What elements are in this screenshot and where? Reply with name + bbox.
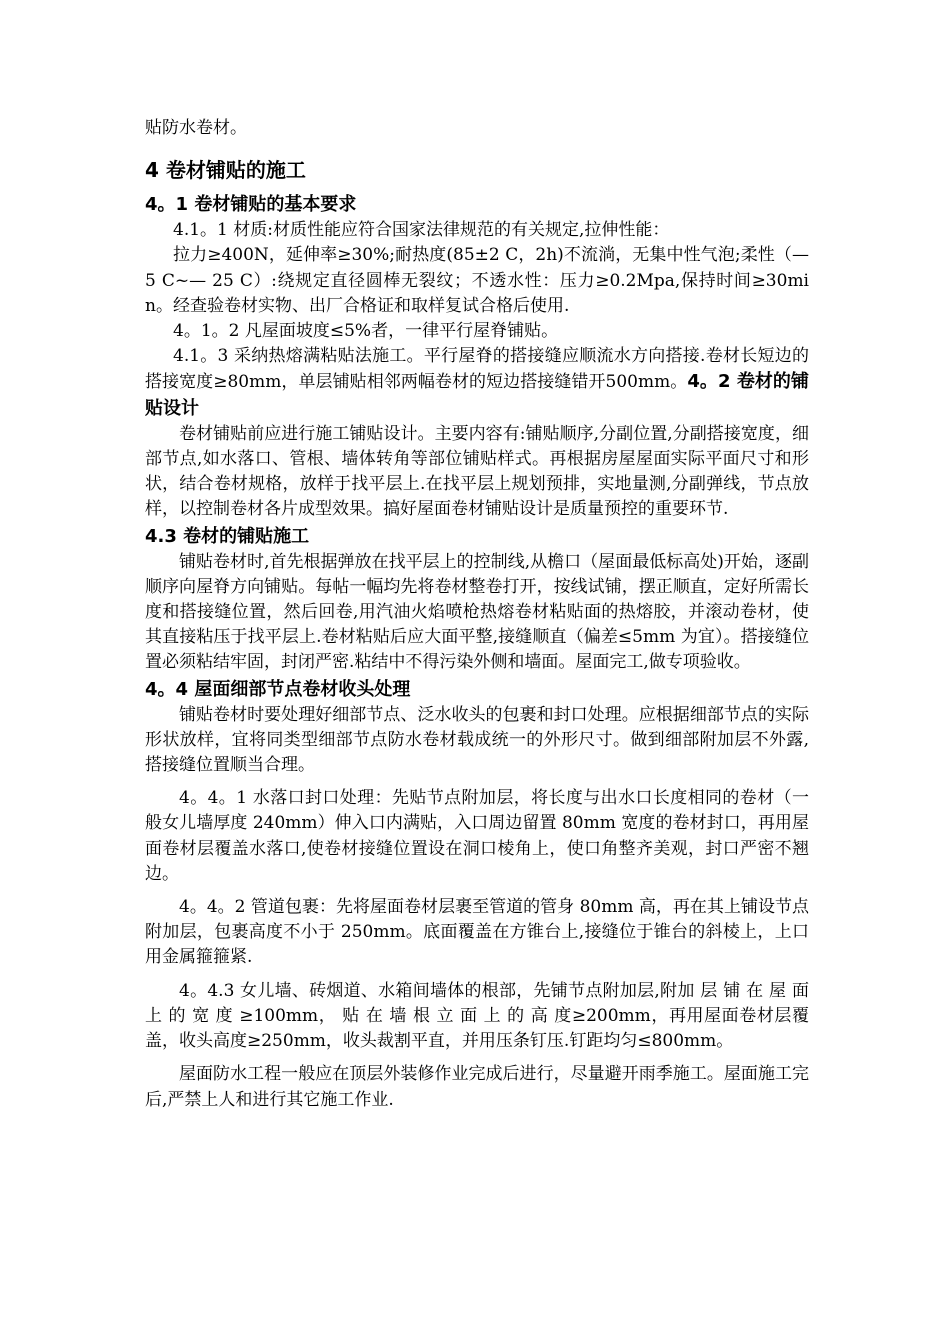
section-4-1-heading: 4。1 卷材铺贴的基本要求 xyxy=(145,194,357,216)
section-4-3-paragraph-1: 铺贴卷材时,首先根据弹放在找平层上的控制线,从檐口（屋面最低标高处)开始，逐副顺序向屋脊方向铺贴。每帖一幅均先将卷材整卷打开，按线试铺，摆正顺直，定好所需长度和搭接缝位置，然后回卷,用汽油火焰喷枪热熔卷材粘贴面的热熔胶，并滚动卷材，使其直接粘压于找平层上.卷材粘贴后应大面平整,接缝顺直（偏差≤5mm 为宜）。搭接缝位置必须粘结牢固，封闭严密.粘结中不得污染外侧和墙面。屋面完工,做专项验收。 xyxy=(145,551,809,673)
paragraph-gap xyxy=(145,887,809,895)
section-4-4-paragraph-5: 屋面防水工程一般应在顶层外装修作业完成后进行，尽量避开雨季施工。屋面施工完后,严禁上人和进行其它施工作业. xyxy=(145,1064,809,1110)
section-4-4-heading: 4。4 屋面细部节点卷材收头处理 xyxy=(145,678,411,700)
document-page xyxy=(145,116,809,1113)
section-4-4-paragraph-3: 4。4。2 管道包裹：先将屋面卷材层裹至管道的管身 80mm 高，再在其上铺设节点附加层，包裹高度不小于 250mm。底面覆盖在方锥台上,接缝位于锥台的斜棱上，上口用金属箍箍紧. xyxy=(145,897,809,968)
section-4-4-paragraph-2: 4。4。1 水落口封口处理：先贴节点附加层，将长度与出水口长度相同的卷材（一般女儿墙厚度 240mm）伸入口内满贴，入口周边留置 80mm 宽度的卷材封口，再用屋面卷材层覆盖水落口,使卷材接缝位置设在洞口棱角上，使口角整齐美观，封口严密不翘边。 xyxy=(145,788,809,884)
section-4-1-paragraph-1: 4.1。1 材质:材质性能应符合国家法律规范的有关规定,拉伸性能： xyxy=(173,220,670,241)
lead-paragraph: 贴防水卷材。 xyxy=(145,118,247,138)
section-4-4-paragraph-1: 铺贴卷材时要处理好细部节点、泛水收头的包裹和封口处理。应根据细部节点的实际形状放样，宜将同类型细部节点防水卷材载成统一的外形尺寸。做到细部附加层不外露,搭接缝位置顺当合理。 xyxy=(145,704,809,776)
section-4-1-paragraph-4 xyxy=(145,344,809,422)
section-4-2-heading: 4。2 卷材的铺贴设计 xyxy=(145,371,809,419)
section-4-1-paragraph-2: 拉力≥400N，延伸率≥30%;耐热度(85±2 C，2h)不流淌，无集中性气泡;柔性（— 5 C~— 25 C）:绕规定直径圆棒无裂纹；不透水性：压力≥0.2Mpa,保持时间≥30min。经查验卷材实物、出厂合格证和取样复试合格后使用. xyxy=(145,245,809,316)
section-4-3-heading: 4.3 卷材的铺贴施工 xyxy=(145,525,310,547)
paragraph-gap xyxy=(145,1054,809,1062)
section-4-1-paragraph-4-text: 4.1。3 采纳热熔满粘贴法施工。平行屋脊的搭接缝应顺流水方向搭接.卷材长短边的搭接宽度≥80mm，单层铺贴相邻两幅卷材的短边搭接缝错开500mm。 xyxy=(145,346,809,393)
paragraph-gap xyxy=(145,971,809,979)
section-4-1-paragraph-3: 4。1。2 凡屋面坡度≤5%者，一律平行屋脊铺贴。 xyxy=(173,321,559,342)
section-4-4-paragraph-4: 4。4.3 女儿墙、砖烟道、水箱间墙体的根部，先铺节点附加层,附加 层 铺 在 屋 面 上 的 宽 度 ≥100mm， 贴 在 墙 根 立 面 上 的 高 度≥200mm，再用屋面卷材层覆盖，收头高度≥250mm，收头裁割平直，并用压条钉压.钉距均匀≤800mm。 xyxy=(145,980,809,1052)
paragraph-gap xyxy=(145,778,809,786)
section-4-heading: 4 卷材铺贴的施工 xyxy=(145,158,306,183)
section-4-2-paragraph-1: 卷材铺贴前应进行施工铺贴设计。主要内容有:铺贴顺序,分副位置,分副搭接宽度，细部节点,如水落口、管根、墙体转角等部位铺贴样式。再根据房屋屋面实际平面尺寸和形状，结合卷材规格，放样于找平层上.在找平层上规划预排，实地量测,分副弹线，节点放样，以控制卷材各片成型效果。搞好屋面卷材铺贴设计是质量预控的重要环节. xyxy=(145,423,809,520)
